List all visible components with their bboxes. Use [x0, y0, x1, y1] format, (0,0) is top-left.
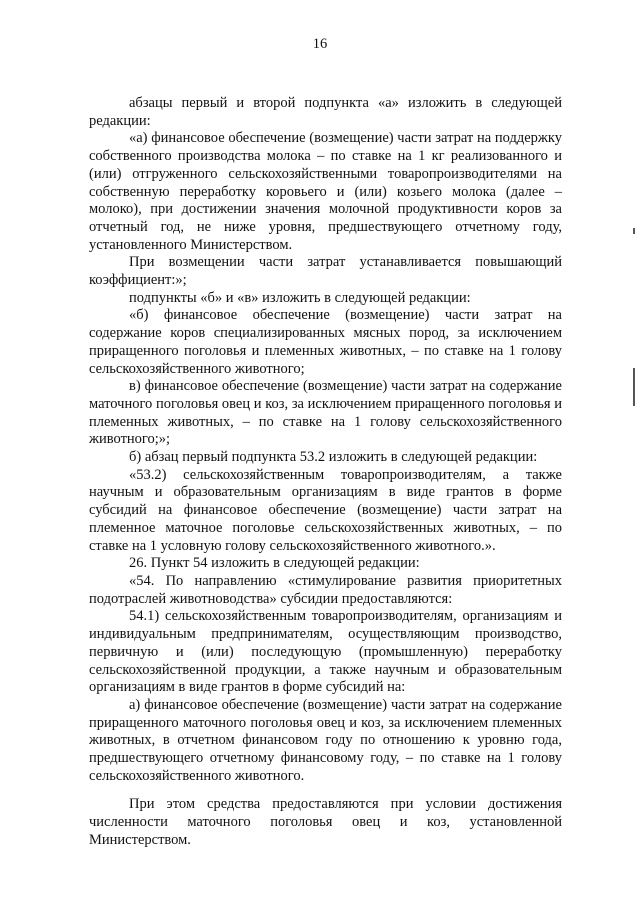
page-number: 16: [312, 36, 328, 52]
paragraph: 26. Пункт 54 изложить в следующей редакции:: [129, 555, 420, 572]
paragraph: «а) финансовое обеспечение (возмещение) части затрат на поддержку собственного производства молока – по ставке на 1 кг реализованного и (или) отгруженного сельскохозяйственными товаропроизводителями на собственную переработку коровьего и (или) козьего молока (далее – молоко), при достижении значения молочной продуктивности коров за отчетный год, не ниже уровня, предшествующего отчетному году, установленного Министерством.: [89, 130, 562, 253]
scan-artifact-mark: [633, 368, 635, 406]
scan-artifact-mark: [633, 228, 635, 234]
paragraph: При этом средства предоставляются при условии достижения численности маточного поголовья овец и коз, установленной Министерством.: [89, 796, 562, 848]
paragraph: б) абзац первый подпункта 53.2 изложить в следующей редакции:: [129, 449, 538, 466]
document-body: [89, 95, 562, 850]
paragraph: «б) финансовое обеспечение (возмещение) части затрат на содержание коров специализированных мясных пород, за исключением приращенного поголовья и племенных животных, – по ставке на 1 голову сельскохозяйственного животного;: [89, 307, 562, 377]
paragraph: а) финансовое обеспечение (возмещение) части затрат на содержание приращенного маточного поголовья овец и коз, за исключением племенных животных, в отчетном финансовом году по отношению к уровню года, предшествующего отчетному финансовому году, – по ставке на 1 голову сельскохозяйственного животного.: [89, 696, 562, 784]
paragraph: абзацы первый и второй подпункта «а» изложить в следующей редакции:: [89, 95, 562, 129]
paragraph: подпункты «б» и «в» изложить в следующей редакции:: [129, 289, 471, 306]
paragraph: 54.1) сельскохозяйственным товаропроизводителям, организациям и индивидуальным предпринимателям, осуществляющим производство, первичную и (или) последующую (промышленную) переработку сельскохозяйственной продукции, а также научным и образовательным организациям в виде грантов в форме субсидий на:: [89, 608, 562, 696]
paragraph: «53.2) сельскохозяйственным товаропроизводителям, а также научным и образовательным организациям в виде грантов в форме субсидий на финансовое обеспечение (возмещение) части затрат на племенное маточное поголовье сельскохозяйственных животных, – по ставке на 1 условную голову сельскохозяйственного животного.».: [89, 466, 562, 554]
paragraph: в) финансовое обеспечение (возмещение) части затрат на содержание маточного поголовья овец и коз, за исключением приращенного поголовья и племенных животных, – по ставке на 1 голову сельскохозяйственного животного;»;: [89, 378, 562, 448]
paragraph: При возмещении части затрат устанавливается повышающий коэффициент:»;: [89, 254, 562, 289]
paragraph: «54. По направлению «стимулирование развития приоритетных подотраслей животноводства» субсидии предоставляются:: [89, 572, 562, 607]
